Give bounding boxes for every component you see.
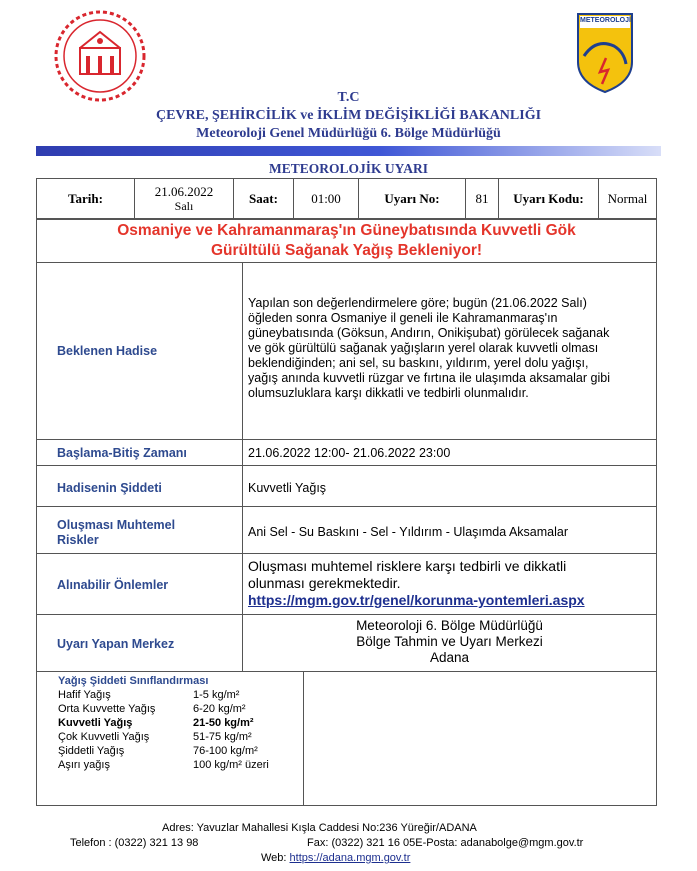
center-line: Bölge Tahmin ve Uyarı Merkezi: [356, 634, 543, 649]
row-divider: [36, 671, 657, 672]
class-name: Aşırı yağış: [58, 759, 110, 771]
start-end-label: Başlama-Bitiş Zamanı: [57, 446, 187, 460]
class-range: 76-100 kg/m²: [193, 745, 258, 757]
warning-code-value: Normal: [599, 179, 657, 220]
row-divider: [36, 506, 657, 507]
class-name: Orta Kuvvette Yağış: [58, 703, 156, 715]
classification-row: [58, 744, 298, 758]
row-divider: [36, 465, 657, 466]
tc-title: T.C: [337, 90, 360, 105]
class-range: 51-75 kg/m²: [193, 731, 252, 743]
class-name: Hafif Yağış: [58, 689, 111, 701]
classification-row: [58, 730, 298, 744]
warning-no-value: 81: [466, 179, 499, 220]
row-divider: [36, 439, 657, 440]
footer-web: [261, 852, 410, 864]
measures-line: Oluşması muhtemel risklere karşı tedbirli ve dikkatli: [248, 558, 567, 574]
warning-info-table: [36, 178, 657, 220]
measures-line: olunması gerekmektedir.: [248, 575, 401, 591]
headline-line-2: Gürültülü Sağanak Yağış Bekleniyor!: [210, 242, 483, 259]
row-divider: [36, 553, 657, 554]
date-cell: [135, 179, 234, 220]
classification-row: [58, 758, 298, 772]
risks-value: Ani Sel - Su Baskını - Sel - Yıldırım - Ulaşımda Aksamalar: [248, 525, 569, 539]
footer-address: Adres: Yavuzlar Mahallesi Kışla Caddesi No:236 Yüreğir/ADANA: [162, 822, 477, 834]
warning-no-label: Uyarı No:: [359, 179, 466, 220]
classification-row: [58, 688, 298, 702]
expected-line: olumsuzluklara karşı dikkatli ve tedbirli olunmalıdır.: [248, 386, 529, 400]
expected-event-text: [248, 296, 650, 401]
measures-label: Alınabilir Önlemler: [57, 578, 169, 592]
class-range: 6-20 kg/m²: [193, 703, 246, 715]
date-value: 21.06.2022: [154, 184, 214, 199]
expected-line: öğleden sonra Osmaniye il geneli ile Kahramanmaraş'ın: [248, 311, 558, 325]
time-label: Saat:: [234, 179, 294, 220]
footer-fax-email: Fax: (0322) 321 16 05E-Posta: adanabolge@mgm.gov.tr: [307, 837, 584, 849]
issuing-center-label: Uyarı Yapan Merkez: [57, 637, 175, 651]
column-divider: [242, 262, 243, 671]
date-label: Tarih:: [37, 179, 135, 220]
class-name: Şiddetli Yağış: [58, 745, 125, 757]
expected-line: beklendiğinden; ani sel, su baskını, yıldırım, yerel dolu yağışı,: [248, 356, 589, 370]
ministry-title: ÇEVRE, ŞEHİRCİLİK ve İKLİM DEĞİŞİKLİĞİ BAKANLIĞI: [155, 108, 542, 123]
class-range: 1-5 kg/m²: [193, 689, 240, 701]
protection-methods-link[interactable]: https://mgm.gov.tr/genel/korunma-yontemleri.aspx: [248, 592, 585, 608]
web-link[interactable]: https://adana.mgm.gov.tr: [289, 852, 411, 864]
classification-column-divider: [303, 671, 304, 806]
risks-label: [57, 518, 175, 548]
class-name: Çok Kuvvetli Yağış: [58, 731, 150, 743]
blue-divider-band: [36, 146, 661, 156]
time-value: 01:00: [294, 179, 359, 220]
day-value: Salı: [174, 199, 194, 213]
center-line: Meteoroloji 6. Bölge Müdürlüğü: [356, 618, 543, 633]
start-end-value: 21.06.2022 12:00- 21.06.2022 23:00: [248, 446, 451, 460]
warning-title: METEOROLOJİK UYARI: [269, 161, 428, 176]
meteorology-logo-text: METEOROLOJİ: [580, 17, 631, 24]
class-name: Kuvvetli Yağış: [58, 717, 133, 729]
expected-line: yağış anında kuvvetli rüzgar ve fırtına ile ulaşımda aksamalar gibi: [248, 371, 610, 385]
severity-label: Hadisenin Şiddeti: [57, 481, 162, 495]
row-divider: [36, 262, 657, 263]
warning-code-label: Uyarı Kodu:: [499, 179, 599, 220]
footer-phone: Telefon : (0322) 321 13 98: [70, 837, 199, 849]
expected-line: Yapılan son değerlendirmelere göre; bugün (21.06.2022 Salı): [248, 296, 587, 310]
issuing-center-text: [242, 618, 657, 666]
measures-text: [248, 558, 585, 609]
classification-title: Yağış Şiddeti Sınıflandırması: [58, 675, 209, 687]
expected-event-label: Beklenen Hadise: [57, 344, 158, 358]
classification-list: [58, 688, 298, 772]
headline-line-1: Osmaniye ve Kahramanmaraş'ın Güneybatısında Kuvvetli Gök: [117, 222, 576, 239]
meteorology-shield-logo: [576, 12, 634, 94]
class-range: 21-50 kg/m²: [193, 717, 254, 729]
risks-label-line: Riskler: [57, 533, 99, 547]
severity-value: Kuvvetli Yağış: [248, 481, 327, 495]
web-label: Web:: [261, 852, 290, 864]
classification-row: [58, 716, 298, 730]
class-range: 100 kg/m² üzeri: [193, 759, 269, 771]
risks-label-line: Oluşması Muhtemel: [57, 518, 176, 532]
center-line: Adana: [429, 650, 470, 665]
directorate-title: Meteoroloji Genel Müdürlüğü 6. Bölge Müdürlüğü: [196, 126, 501, 141]
expected-line: güneybatısında (Göksun, Andırın, Onikişubat) görülecek sağanak: [248, 326, 610, 340]
classification-row: [58, 702, 298, 716]
expected-line: ve gök gürültülü sağanak yağışların yerel olarak kuvvetli olması: [248, 341, 599, 355]
row-divider: [36, 614, 657, 615]
